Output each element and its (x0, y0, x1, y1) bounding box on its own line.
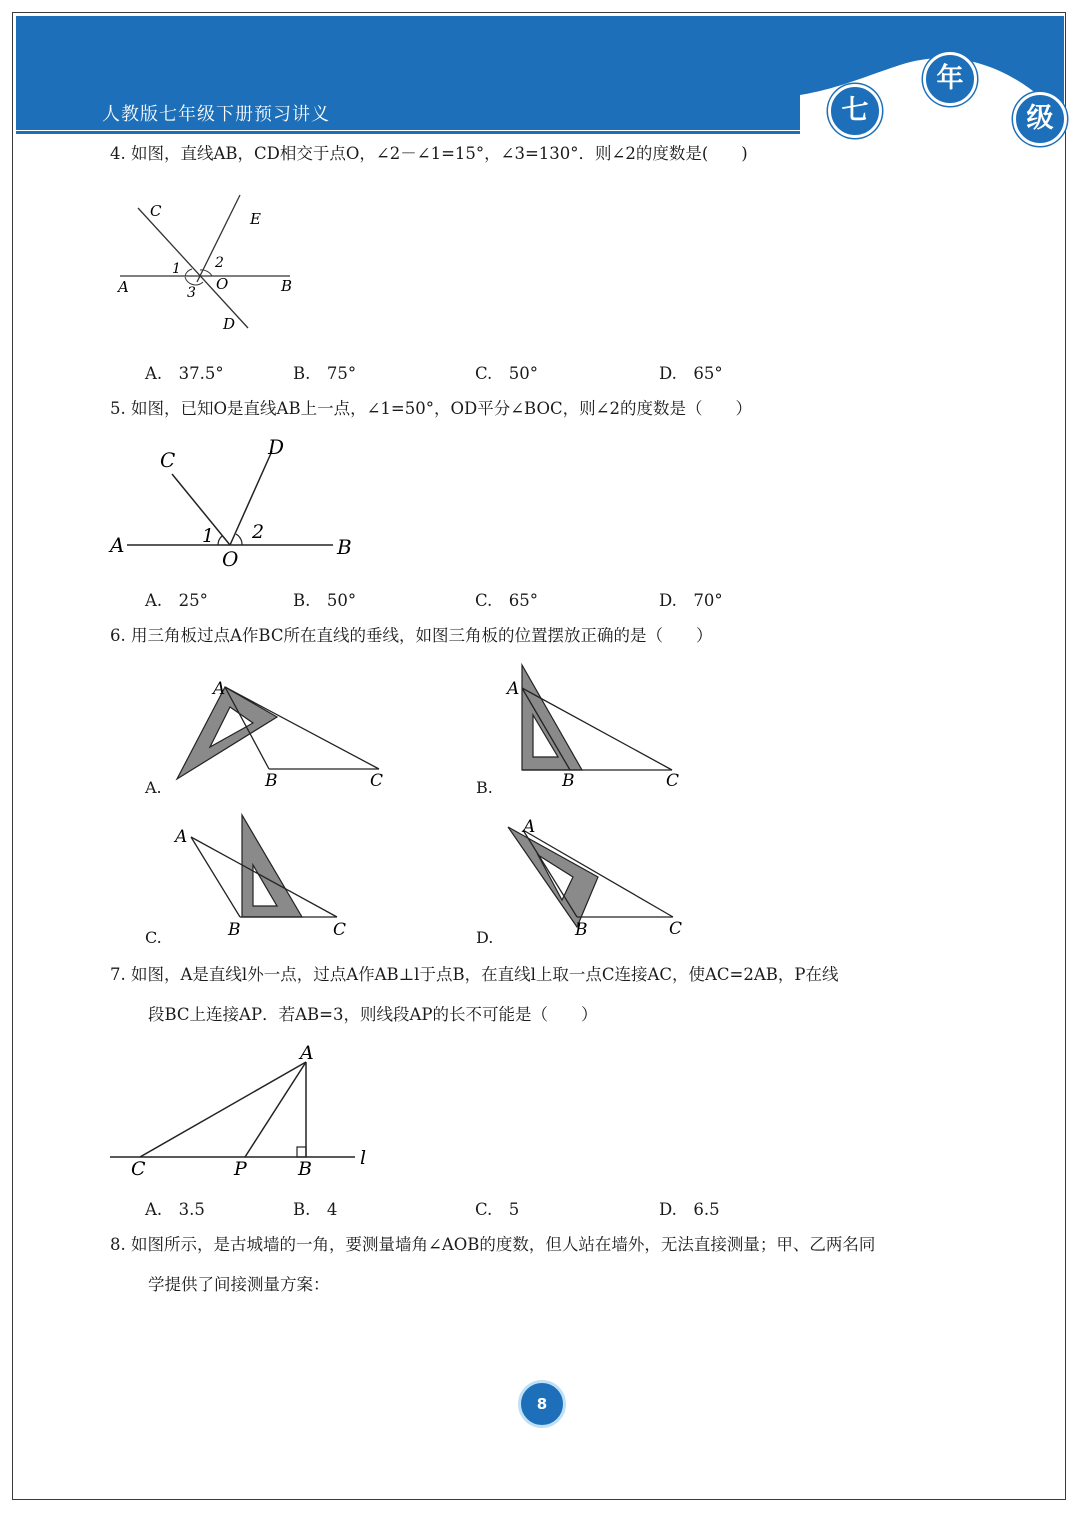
option-label-b[interactable]: B. (476, 778, 493, 797)
question-text: 如图，直线AB，CD相交于点O，∠2－∠1=15°，∠3=130°．则∠2的度数是( ) (131, 144, 748, 163)
option-d[interactable]: D. 65° (659, 364, 723, 383)
option-c[interactable]: C. 50° (475, 364, 539, 383)
badge-nian: 年 (923, 52, 977, 106)
header-title: 人教版七年级下册预习讲义 (102, 104, 330, 125)
label-B: B (575, 920, 588, 940)
question-4 (110, 134, 748, 174)
label-C: C (370, 771, 384, 791)
label-1: 1 (172, 261, 181, 277)
label-B: B (265, 771, 278, 791)
option-a[interactable]: A. 25° (145, 591, 208, 610)
label-B: B (281, 277, 293, 295)
label-A: A (110, 533, 125, 557)
option-label-c[interactable]: C. (145, 928, 162, 947)
label-C: C (150, 202, 162, 220)
label-A: A (300, 1042, 314, 1064)
figure-q6-a (165, 672, 395, 797)
figure-q6-b (500, 660, 700, 795)
figure-q6-d (500, 815, 700, 945)
question-8 (110, 1225, 875, 1305)
label-A: A (213, 679, 226, 699)
figure-q4 (105, 185, 315, 340)
option-c[interactable]: C. 5 (475, 1200, 520, 1219)
badge-qi: 七 (828, 84, 882, 138)
question-number: 6. (110, 626, 126, 645)
figure-q5 (105, 432, 365, 577)
question-text: 用三角板过点A作BC所在直线的垂线，如图三角板的位置摆放正确的是（ ） (131, 626, 713, 645)
option-b[interactable]: B. 75° (293, 364, 357, 383)
label-C: C (333, 920, 347, 940)
question-number: 4. (110, 144, 126, 163)
label-l: l (360, 1147, 367, 1169)
label-O: O (222, 547, 239, 571)
option-d[interactable]: D. 6.5 (659, 1200, 720, 1219)
option-d[interactable]: D. 70° (659, 591, 723, 610)
option-b[interactable]: B. 50° (293, 591, 357, 610)
option-a[interactable]: A. 37.5° (145, 364, 224, 383)
label-B: B (337, 535, 352, 559)
question-number: 7. (110, 965, 126, 984)
label-E: E (250, 210, 261, 228)
option-a[interactable]: A. 3.5 (145, 1200, 205, 1219)
badge-ji: 级 (1013, 92, 1067, 146)
question-text: 如图所示，是古城墙的一角，要测量墙角∠AOB的度数，但人站在墙外，无法直接测量；甲、乙两名同 (131, 1235, 876, 1254)
label-A: A (523, 817, 536, 837)
label-A: A (118, 278, 129, 296)
label-B: B (298, 1158, 312, 1180)
question-text: 如图，A是直线l外一点，过点A作AB⊥l于点B，在直线l上取一点C连接AC，使AC=2AB，P在线 (131, 965, 839, 984)
label-O: O (216, 275, 229, 293)
question-number: 5. (110, 399, 126, 418)
label-2: 2 (215, 255, 224, 271)
question-5 (110, 389, 752, 429)
question-6 (110, 616, 712, 656)
option-label-d[interactable]: D. (476, 928, 494, 947)
label-D: D (268, 435, 285, 459)
option-c[interactable]: C. 65° (475, 591, 539, 610)
question-text-cont: 学提供了间接测量方案： (148, 1275, 330, 1294)
label-P: P (234, 1158, 247, 1180)
figure-q7 (105, 1040, 390, 1185)
label-B: B (562, 771, 575, 791)
figure-q6-c (165, 810, 395, 945)
question-text: 如图，已知O是直线AB上一点，∠1=50°，OD平分∠BOC，则∠2的度数是（ ） (131, 399, 752, 418)
page-number: 8 (518, 1380, 566, 1428)
label-C: C (160, 448, 176, 472)
label-A: A (175, 827, 188, 847)
option-label-a[interactable]: A. (145, 778, 162, 797)
label-2: 2 (252, 521, 265, 543)
label-3: 3 (187, 285, 196, 301)
label-1: 1 (202, 525, 215, 547)
option-b[interactable]: B. 4 (293, 1200, 338, 1219)
label-B: B (228, 920, 241, 940)
question-number: 8. (110, 1235, 126, 1254)
label-C: C (131, 1158, 146, 1180)
label-C: C (669, 919, 683, 939)
label-D: D (223, 315, 236, 333)
label-C: C (666, 771, 680, 791)
question-7 (110, 955, 839, 1035)
label-A: A (507, 679, 520, 699)
question-text-cont: 段BC上连接AP．若AB=3，则线段AP的长不可能是（ ） (148, 1005, 598, 1024)
